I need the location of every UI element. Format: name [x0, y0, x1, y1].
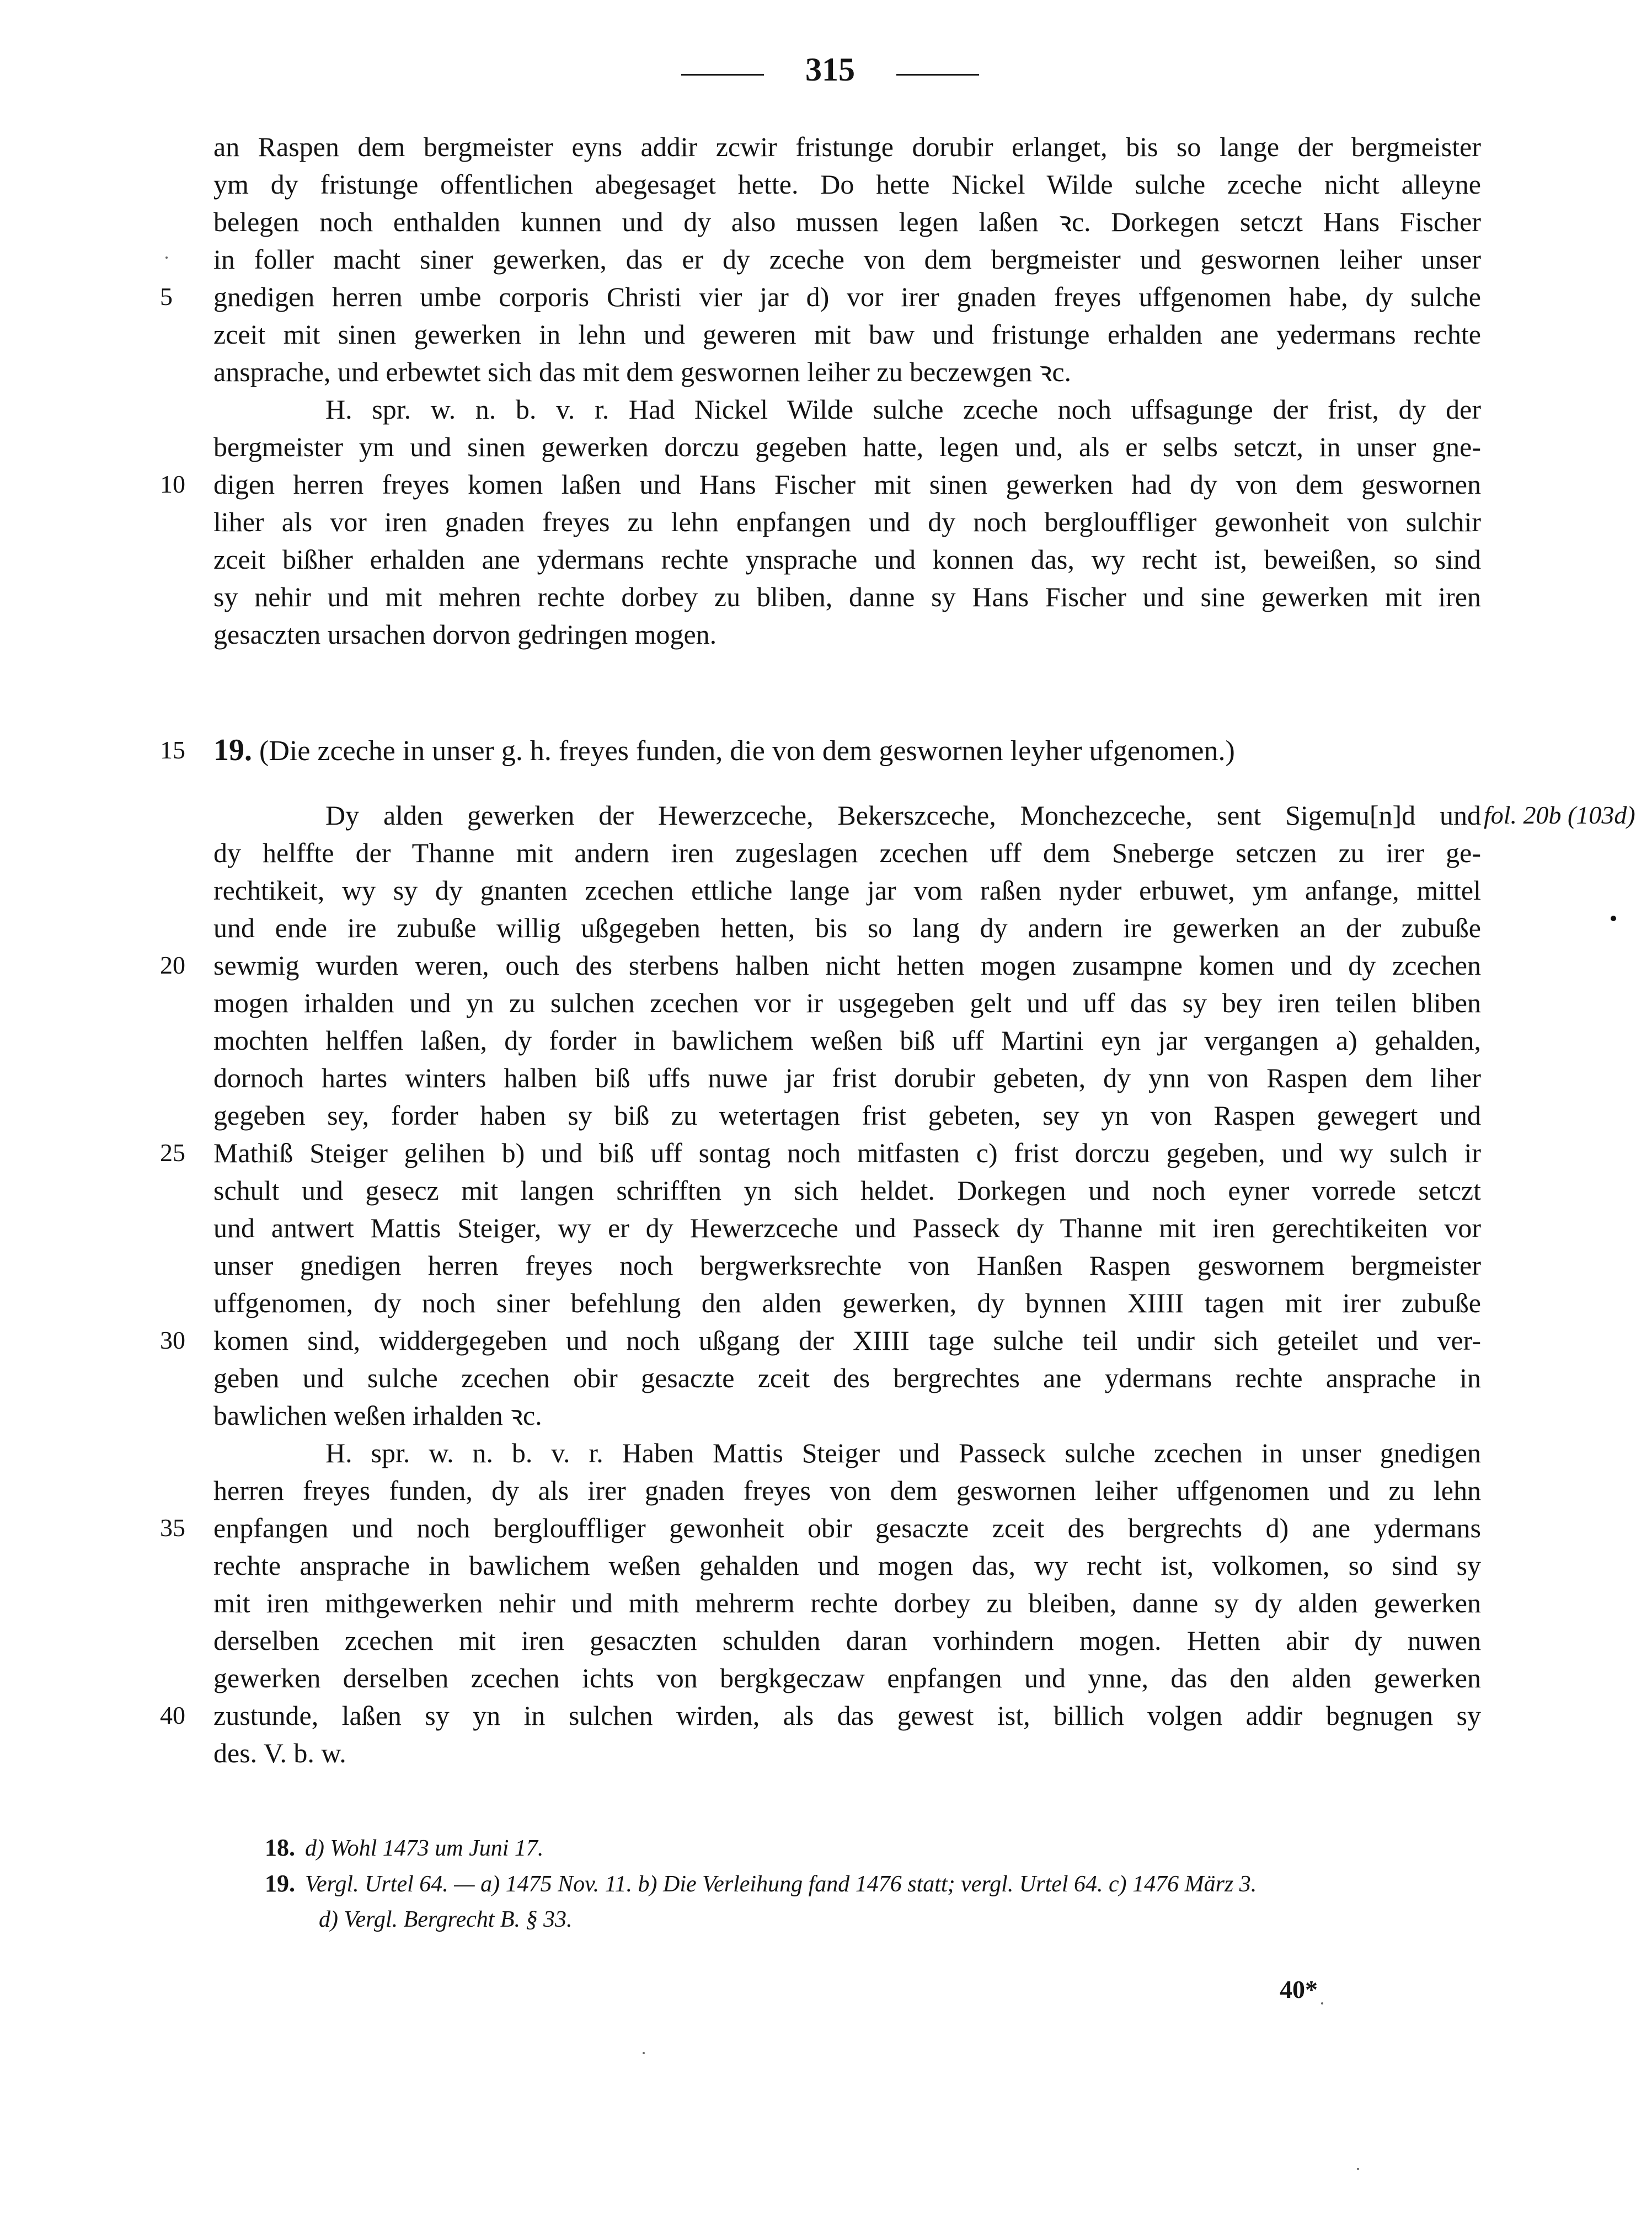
text-line: H. spr. w. n. b. v. r. Haben Mattis Steiger und Passeck sulche zcechen in unser gnedigen — [325, 1437, 1481, 1468]
section-number: 19. — [213, 733, 252, 767]
text-line: ym dy fristunge offentlichen abegesaget hette. Do hette Nickel Wilde sulche zceche nicht alleyne — [213, 169, 1481, 200]
scan-speck — [1321, 2002, 1323, 2005]
footnote — [265, 1867, 1257, 1901]
text-line: dornoch hartes winters halben biß uffs nuwe jar frist dorubir gebeten, dy ynn von Raspen dem liher — [213, 1062, 1481, 1093]
text-line: zustunde, laßen sy yn in sulchen wirden, als das gewest ist, billich volgen addir begnugen sy — [213, 1700, 1481, 1731]
text-line: mit iren mithgewerken nehir und mith mehrerm rechte dorbey zu bleiben, danne sy dy alden gewerken — [213, 1587, 1481, 1618]
text-line: Dy alden gewerken der Hewerzceche, Bekerszceche, Monchezceche, sent Sigemu[n]d und — [325, 800, 1481, 831]
footnote-number: 18. — [265, 1834, 295, 1861]
line-number: 20 — [160, 951, 185, 979]
text-line: in foller macht siner gewerken, das er dy zceche von dem bergmeister und geswornen leiher unser — [213, 244, 1481, 275]
text-line: und ende ire zubuße willig ußgegeben hetten, bis so lang dy andern ire gewerken an der zubuße — [213, 912, 1481, 943]
text-line: herren freyes funden, dy als irer gnaden freyes von dem geswornen leiher uffgenomen und zu lehn — [213, 1475, 1481, 1506]
text-line: sewmig wurden weren, ouch des sterbens halben nicht hetten mogen zusampne komen und dy zcechen — [213, 950, 1481, 981]
footnote-text: d) Wohl 1473 um Juni 17. — [305, 1836, 544, 1861]
text-line: rechte ansprache in bawlichem weßen gehalden und mogen das, wy recht ist, volkomen, so sind sy — [213, 1550, 1481, 1581]
section-title: (Die zceche in unser g. h. freyes funden, die von dem geswornen leyher ufgenomen.) — [259, 735, 1235, 767]
text-line: derselben zcechen mit iren gesaczten schulden daran vorhindern mogen. Hetten abir dy nuwen — [213, 1625, 1481, 1656]
signature-mark: 40* — [1280, 1975, 1318, 2003]
footnote-text: d) Vergl. Bergrecht B. § 33. — [319, 1907, 573, 1932]
folio-margin-note: fol. 20b (103d) — [1484, 801, 1635, 829]
scan-speck — [165, 256, 168, 259]
line-number: 35 — [160, 1514, 185, 1542]
text-line: komen sind, widdergegeben und noch ußgang der XIIII tage sulche teil undir sich geteilet und ver- — [213, 1325, 1481, 1356]
text-line: an Raspen dem bergmeister eyns addir zcwir fristunge dorubir erlanget, bis so lange der bergmeister — [213, 131, 1481, 162]
text-line: H. spr. w. n. b. v. r. Had Nickel Wilde sulche zceche noch uffsagunge der frist, dy der — [325, 394, 1481, 425]
text-line: digen herren freyes komen laßen und Hans Fischer mit sinen gewerken had dy von dem geswornen — [213, 469, 1481, 500]
line-number: 10 — [160, 470, 185, 498]
text-line: mogen irhalden und yn zu sulchen zcechen vor ir usgegeben gelt und uff das sy bey iren teilen bliben — [213, 987, 1481, 1018]
line-number: 5 — [160, 282, 173, 311]
text-line: zceit mit sinen gewerken in lehn und geweren mit baw und fristunge erhalden ane yedermans rechte — [213, 319, 1481, 350]
text-line: schult und gesecz mit langen schrifften yn sich heldet. Dorkegen und noch eyner vorrede setczt — [213, 1175, 1481, 1206]
text-line: gnedigen herren umbe corporis Christi vier jar d) vor irer gnaden freyes uffgenomen habe, dy sulche — [213, 281, 1481, 312]
footnote-number: 19. — [265, 1870, 295, 1897]
footnote — [265, 1831, 543, 1865]
page-header — [681, 51, 979, 95]
page-number: 315 — [805, 51, 855, 88]
header-rule-right — [896, 74, 979, 76]
text-line: rechtikeit, wy sy dy gnanten zcechen ettliche lange jar vom raßen nyder erbuwet, ym anfange, mittel — [213, 875, 1481, 906]
text-line: gesaczten ursachen dorvon gedringen mogen. — [213, 619, 717, 650]
footnote-text: Vergl. Urtel 64. — a) 1475 Nov. 11. b) Die Verleihung fand 1476 statt; vergl. Urtel 64. c) 1476 März 3. — [305, 1872, 1257, 1897]
section-heading — [213, 728, 1235, 772]
text-line: uffgenomen, dy noch siner befehlung den alden gewerken, dy bynnen XIIII tagen mit irer zubuße — [213, 1287, 1481, 1318]
text-line: zceit bißher erhalden ane ydermans rechte ynsprache und konnen das, wy recht ist, beweißen, so sind — [213, 544, 1481, 575]
text-line: mochten helffen laßen, dy forder in bawlichem weßen biß uff Martini eyn jar vergangen a) gehalden, — [213, 1025, 1481, 1056]
line-number: 15 — [160, 736, 185, 764]
line-number: 25 — [160, 1138, 185, 1167]
text-line: liher als vor iren gnaden freyes zu lehn enpfangen und dy noch berglouffliger gewonheit von sulchir — [213, 506, 1481, 537]
scan-speck — [1357, 2168, 1359, 2170]
text-line: des. V. b. w. — [213, 1738, 346, 1768]
scan-speck — [1611, 916, 1616, 921]
text-line: bawlichen weßen irhalden ꝛc. — [213, 1400, 542, 1431]
text-line: belegen noch enthalden kunnen und dy also mussen legen laßen ꝛc. Dorkegen setczt Hans Fischer — [213, 206, 1481, 237]
text-line: bergmeister ym und sinen gewerken dorczu gegeben hatte, legen und, als er selbs setczt, in unser gne- — [213, 431, 1481, 462]
scan-speck — [643, 2052, 645, 2054]
text-line: ansprache, und erbewtet sich das mit dem geswornen leiher zu beczewgen ꝛc. — [213, 356, 1072, 387]
text-line: gegeben sey, forder haben sy biß zu wetertagen frist gebeten, sey yn von Raspen gewegert und — [213, 1100, 1481, 1131]
text-line: geben und sulche zcechen obir gesaczte zceit des bergrechtes ane ydermans rechte ansprache in — [213, 1362, 1481, 1393]
text-line: sy nehir und mit mehren rechte dorbey zu bliben, danne sy Hans Fischer und sine gewerken mit iren — [213, 581, 1481, 612]
text-line: dy helffte der Thanne mit andern iren zugeslagen zcechen uff dem Sneberge setczen zu irer ge- — [213, 837, 1481, 868]
text-line: unser gnedigen herren freyes noch bergwerksrechte von Hanßen Raspen geswornem bergmeister — [213, 1250, 1481, 1281]
line-number: 30 — [160, 1326, 185, 1354]
footnote — [319, 1903, 573, 1936]
text-line: enpfangen und noch berglouffliger gewonheit obir gesaczte zceit des bergrechts d) ane ydermans — [213, 1512, 1481, 1543]
text-line: gewerken derselben zcechen ichts von bergkgeczaw enpfangen und ynne, das den alden gewerken — [213, 1663, 1481, 1693]
line-number: 40 — [160, 1701, 185, 1729]
text-line: und antwert Mattis Steiger, wy er dy Hewerzceche und Passeck dy Thanne mit iren gerechtikeiten vor — [213, 1212, 1481, 1243]
text-line: Mathiß Steiger gelihen b) und biß uff sontag noch mitfasten c) frist dorczu gegeben, und wy sulch ir — [213, 1137, 1481, 1168]
